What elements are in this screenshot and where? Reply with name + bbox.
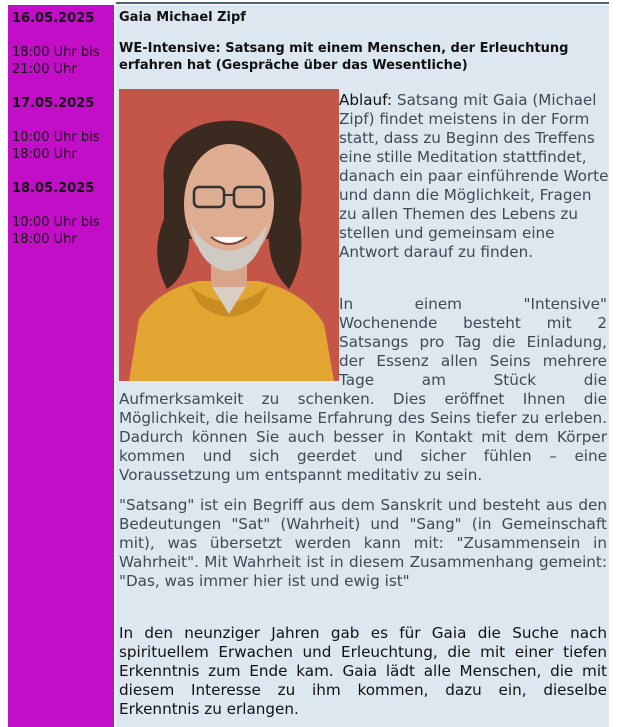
date-day-2: 17.05.2025 [12, 96, 95, 111]
time-day-3: 10:00 Uhr bis 18:00 Uhr [12, 215, 100, 247]
intensive-line-4: der Essenz allen Seins mehrere [339, 352, 607, 370]
schedule-column [8, 5, 114, 727]
top-divider [116, 2, 609, 4]
event-content [116, 5, 609, 727]
intensive-line-1: In einem "Intensive" [339, 295, 607, 313]
time-day-1: 18:00 Uhr bis 21:00 Uhr [12, 45, 100, 77]
intensive-rest: Aufmerksamkeit zu schenken. Dies eröffnet Ihnen die Möglichkeit, die heilsame Erfahrung des Seins tiefer zu erleben. Dadurch können Sie auch besser in Kontakt mit dem Körper kommen und sich geerdet und sicher fühlen – eine Voraussetzung um entspannt meditativ zu sein. [119, 390, 607, 484]
history-paragraph: In den neunziger Jahren gab es für Gaia die Suche nach spirituellem Erwachen und Erleuchtung, die mit einer tiefen Erkenntnis zum Ende kam. Gaia lädt alle Menschen, die mit diesem Interesse zu ihm kommen, dazu ein, dieselbe Erkenntnis zu erlangen. [119, 624, 607, 718]
intensive-line-5: Tage am Stück die [339, 371, 607, 389]
person-name: Gaia Michael Zipf [119, 10, 246, 25]
date-day-1: 16.05.2025 [12, 11, 95, 26]
ablauf-label: Ablauf: [339, 91, 393, 109]
ablauf-paragraph [339, 91, 609, 262]
event-title: WE-Intensive: Satsang mit einem Menschen, der Erleuchtung erfahren hat (Gespräche über das Wesentliche) [119, 41, 569, 73]
date-day-3: 18.05.2025 [12, 181, 95, 196]
intensive-paragraph [119, 295, 607, 485]
intensive-line-3: Satsangs pro Tag die Einladung, [339, 333, 607, 351]
ablauf-text: Satsang mit Gaia (Michael Zipf) findet meistens in der Form statt, dass zu Beginn des Treffens eine stille Meditation stattfindet, danach ein paar einführende Worte und dann die Möglichkeit, Fragen zu allen Themen des Lebens zu stellen und gemeinsam eine Antwort darauf zu finden. [339, 91, 609, 261]
time-day-2: 10:00 Uhr bis 18:00 Uhr [12, 130, 100, 162]
intensive-line-2: Wochenende besteht mit 2 [339, 314, 607, 332]
satsang-paragraph: "Satsang" ist ein Begriff aus dem Sanskrit und besteht aus den Bedeutungen "Sat" (Wahrheit) und "Sang" (in Gemeinschaft mit), was übersetzt werden kann mit: "Zusammensein in Wahrheit". Mit Wahrheit ist in diesem Zusammenhang gemeint: "Das, was immer hier ist und ewig ist" [119, 496, 607, 590]
